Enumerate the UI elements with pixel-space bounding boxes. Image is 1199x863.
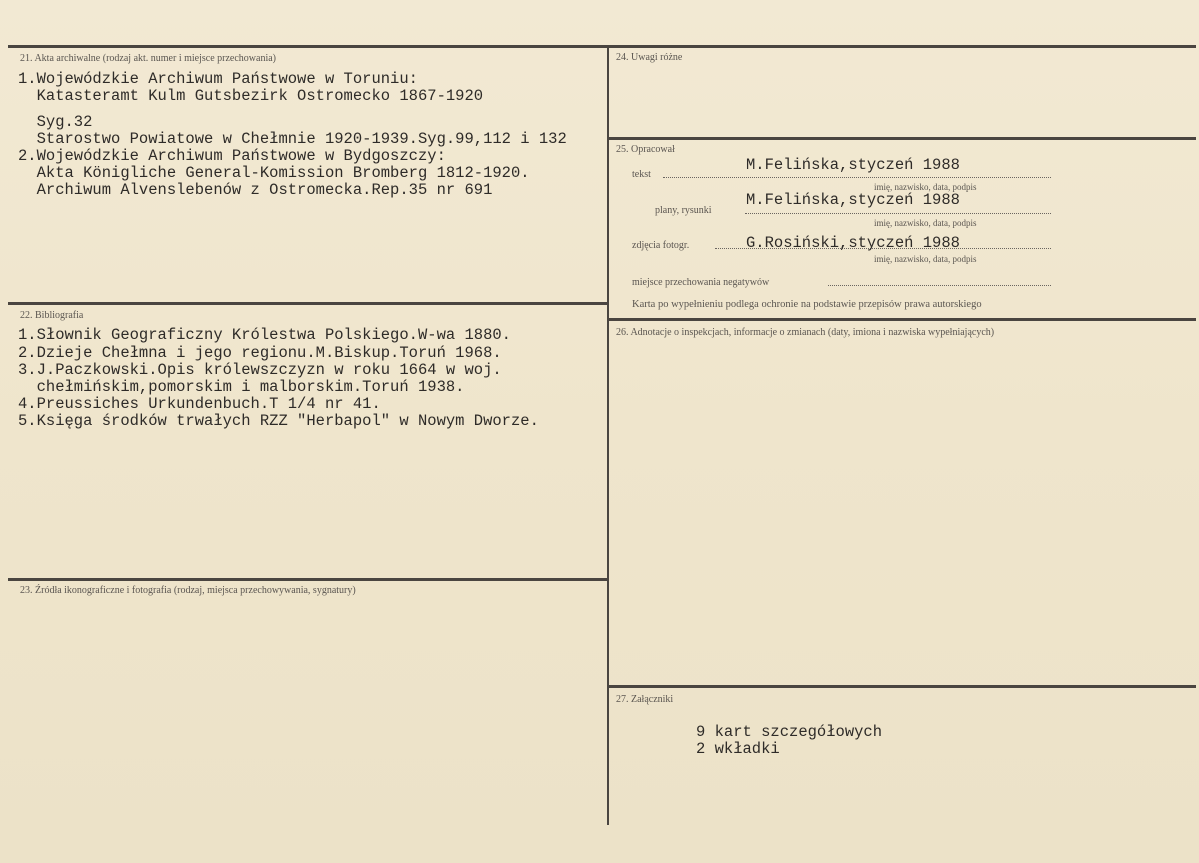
section-26-label: 26. Adnotacje o inspekcjach, informacje o zmianach (daty, imiona i nazwiska wypełniających) — [616, 327, 995, 338]
sec22-line-4: chełmińskim,pomorskim i malborskim.Toruń 1938. — [18, 378, 465, 396]
sec21-line-3: Syg.32 — [18, 113, 93, 131]
section-24-label: 24. Uwagi różne — [616, 52, 683, 63]
section-27-label: 27. Załączniki — [616, 694, 674, 705]
attachments-line-2: 2 wkładki — [696, 740, 780, 758]
plany-value: M.Felińska,styczeń 1988 — [746, 191, 960, 209]
sec21-line-2: Katasteramt Kulm Gutsbezirk Ostromecko 1867-1920 — [18, 87, 484, 105]
section-23-label: 23. Źródła ikonograficzne i fotografia (rodzaj, miejsca przechowywania, sygnatury) — [20, 585, 356, 596]
plany-caption: imię, nazwisko, data, podpis — [874, 218, 977, 228]
attachments-line-1: 9 kart szczegółowych — [696, 723, 883, 741]
sec22-line-5: 4.Preussiches Urkundenbuch.T 1/4 nr 41. — [18, 395, 381, 413]
copyright-note: Karta po wypełnieniu podlega ochronie na podstawie przepisów prawa autorskiego — [632, 299, 982, 310]
zdjecia-value: G.Rosiński,styczeń 1988 — [746, 234, 960, 252]
zdjecia-label: zdjęcia fotogr. — [632, 240, 690, 251]
tekst-dotted-line — [663, 177, 1051, 178]
tekst-label: tekst — [632, 169, 651, 180]
center-divider — [607, 45, 609, 825]
negatywy-dotted-line — [828, 285, 1051, 286]
divider-25-26 — [608, 318, 1196, 321]
sec21-line-5: 2.Wojewódzkie Archiwum Państwowe w Bydgoszczy: — [18, 147, 446, 165]
plany-dotted-line — [745, 213, 1051, 214]
top-border-line — [8, 45, 1196, 48]
section-22-label: 22. Bibliografia — [20, 310, 84, 321]
divider-21-22 — [8, 302, 608, 305]
section-25-label: 25. Opracował — [616, 144, 675, 155]
sec22-line-1: 1.Słownik Geograficzny Królestwa Polskiego.W-wa 1880. — [18, 326, 511, 344]
negatywy-label: miejsce przechowania negatywów — [632, 277, 770, 288]
sec21-line-6: Akta Königliche General-Komission Bromberg 1812-1920. — [18, 164, 530, 182]
zdjecia-caption: imię, nazwisko, data, podpis — [874, 254, 977, 264]
section-21-label: 21. Akta archiwalne (rodzaj akt. numer i miejsce przechowania) — [20, 53, 277, 64]
sec21-line-4: Starostwo Powiatowe w Chełmnie 1920-1939.Syg.99,112 i 132 — [18, 130, 567, 148]
plany-label: plany, rysunki — [655, 205, 712, 216]
tekst-caption: imię, nazwisko, data, podpis — [874, 182, 977, 192]
sec21-line-7: Archiwum Alvenslebenów z Ostromecka.Rep.35 nr 691 — [18, 181, 493, 199]
tekst-value: M.Felińska,styczeń 1988 — [746, 156, 960, 174]
sec22-line-2: 2.Dzieje Chełmna i jego regionu.M.Biskup.Toruń 1968. — [18, 344, 502, 362]
divider-26-27 — [608, 685, 1196, 688]
divider-22-23 — [8, 578, 608, 581]
divider-24-25 — [608, 137, 1196, 140]
sec21-line-1: 1.Wojewódzkie Archiwum Państwowe w Toruniu: — [18, 70, 418, 88]
sec22-line-3: 3.J.Paczkowski.Opis królewszczyzn w roku 1664 w woj. — [18, 361, 502, 379]
sec22-line-6: 5.Księga środków trwałych RZZ "Herbapol" w Nowym Dworze. — [18, 412, 539, 430]
